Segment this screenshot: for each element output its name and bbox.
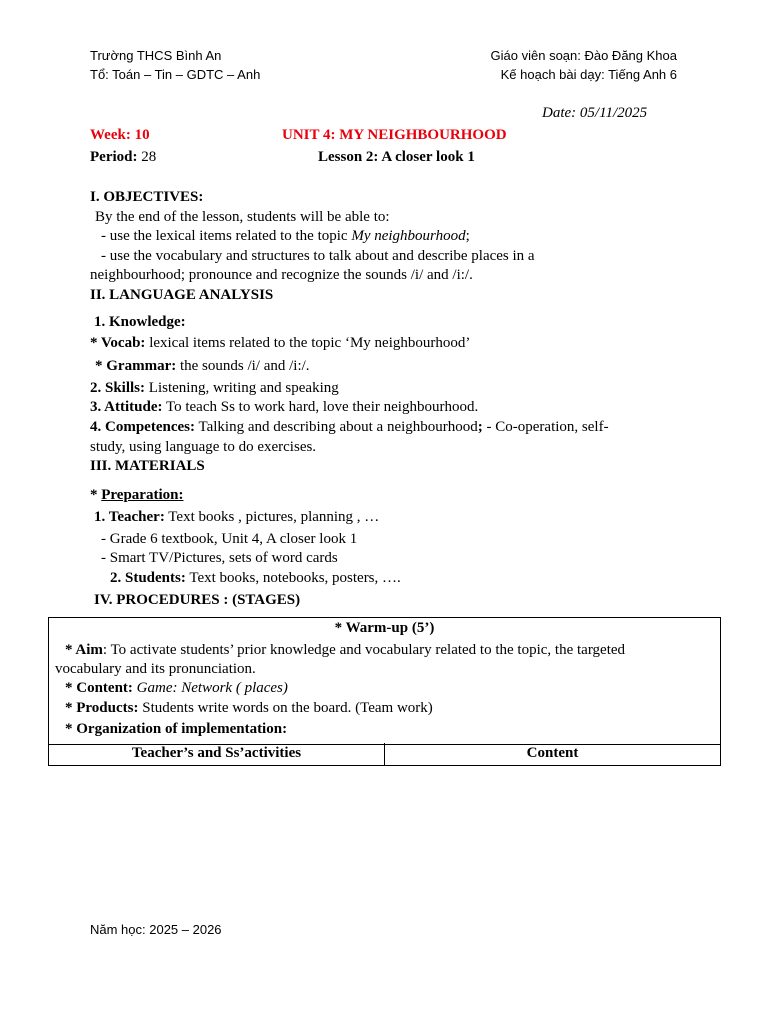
preparation-label: Preparation: xyxy=(101,487,184,503)
unit-title: UNIT 4: MY NEIGHBOURHOOD xyxy=(282,127,507,143)
period-value: 28 xyxy=(137,149,157,165)
attitude-line xyxy=(90,399,478,416)
students-materials-text: Text books, notebooks, posters, …. xyxy=(185,570,401,586)
competences-label: 4. Competences: xyxy=(90,419,195,435)
plan-title: Kế hoạch bài dạy: Tiếng Anh 6 xyxy=(500,67,677,82)
period-line xyxy=(90,149,156,166)
materials-item-2: - Smart TV/Pictures, sets of word cards xyxy=(101,550,338,566)
objective-item-1 xyxy=(101,228,470,245)
warmup-content-line xyxy=(65,680,288,697)
knowledge-heading: 1. Knowledge: xyxy=(94,314,186,330)
materials-heading: III. MATERIALS xyxy=(90,458,205,474)
materials-item-1: - Grade 6 textbook, Unit 4, A closer look 1 xyxy=(101,531,358,547)
grammar-text: the sounds /i/ and /i:/. xyxy=(176,358,310,374)
language-analysis-heading: II. LANGUAGE ANALYSIS xyxy=(90,287,274,303)
school-year: Năm học: 2025 – 2026 xyxy=(90,922,222,937)
warmup-products-label: * Products: xyxy=(65,700,139,716)
warmup-products-text: Students write words on the board. (Team work) xyxy=(138,700,433,716)
warmup-aim-text: : To activate students’ prior knowledge and vocabulary related to the topic, the targeted xyxy=(102,642,626,658)
week-label: Week: 10 xyxy=(90,127,150,143)
vocab-text: lexical items related to the topic ‘My neighbourhood’ xyxy=(145,335,471,351)
objective-item-2-line2: neighbourhood; pronounce and recognize the sounds /i/ and /i:/. xyxy=(90,267,473,283)
skills-text: Listening, writing and speaking xyxy=(145,380,339,396)
grammar-label: * Grammar: xyxy=(95,358,177,374)
activities-table-header xyxy=(48,743,721,766)
students-materials-label: 2. Students: xyxy=(110,570,186,586)
warmup-products-line xyxy=(65,700,433,717)
objective-item-1-topic: My neighbourhood xyxy=(351,228,466,244)
procedures-heading: IV. PROCEDURES : (STAGES) xyxy=(94,592,301,608)
attitude-text: To teach Ss to work hard, love their neighbourhood. xyxy=(162,399,479,415)
preparation-star: * xyxy=(90,487,102,503)
warmup-content-label: * Content: xyxy=(65,680,133,696)
teacher-name: Giáo viên soạn: Đào Đăng Khoa xyxy=(490,48,677,63)
skills-label: 2. Skills: xyxy=(90,380,146,396)
objective-item-2-line1: - use the vocabulary and structures to talk about and describe places in a xyxy=(101,248,535,264)
vocab-label: * Vocab: xyxy=(90,335,146,351)
teacher-materials-label: 1. Teacher: xyxy=(94,509,165,525)
warmup-box xyxy=(48,617,721,745)
skills-line xyxy=(90,380,339,397)
students-materials-line xyxy=(110,570,401,587)
competences-semicolon: ; xyxy=(477,419,483,435)
grammar-line xyxy=(95,358,310,375)
department-name: Tổ: Toán – Tin – GDTC – Anh xyxy=(90,67,261,82)
teacher-materials-line xyxy=(94,509,379,526)
objective-item-1-post: ; xyxy=(465,228,470,244)
school-name: Trường THCS Bình An xyxy=(90,48,222,63)
objectives-heading: I. OBJECTIVES: xyxy=(90,189,204,205)
vocab-line xyxy=(90,335,470,352)
warmup-aim-line-2: vocabulary and its pronunciation. xyxy=(55,661,256,677)
competences-line xyxy=(90,419,609,436)
competences-line-2: study, using language to do exercises. xyxy=(90,439,317,455)
warmup-title: * Warm-up (5’) xyxy=(334,620,435,636)
warmup-organization-label: * Organization of implementation: xyxy=(65,721,288,737)
warmup-aim-line xyxy=(65,642,625,659)
lesson-date: Date: 05/11/2025 xyxy=(542,105,648,121)
warmup-aim-label: * Aim xyxy=(65,642,103,658)
warmup-content-text: Game: Network ( places) xyxy=(132,680,288,696)
lesson-title: Lesson 2: A closer look 1 xyxy=(318,149,475,165)
competences-text-2: - Co-operation, self- xyxy=(482,419,609,435)
column-teacher-activities: Teacher’s and Ss’activities xyxy=(131,745,302,761)
objectives-intro: By the end of the lesson, students will be able to: xyxy=(95,209,390,225)
preparation-line xyxy=(90,487,183,504)
attitude-label: 3. Attitude: xyxy=(90,399,163,415)
objective-item-1-pre: - use the lexical items related to the topic xyxy=(101,228,352,244)
teacher-materials-text: Text books , pictures, planning , … xyxy=(164,509,380,525)
period-label: Period: xyxy=(90,149,138,165)
column-content: Content xyxy=(526,745,579,761)
competences-text-1: Talking and describing about a neighbourhood xyxy=(194,419,478,435)
